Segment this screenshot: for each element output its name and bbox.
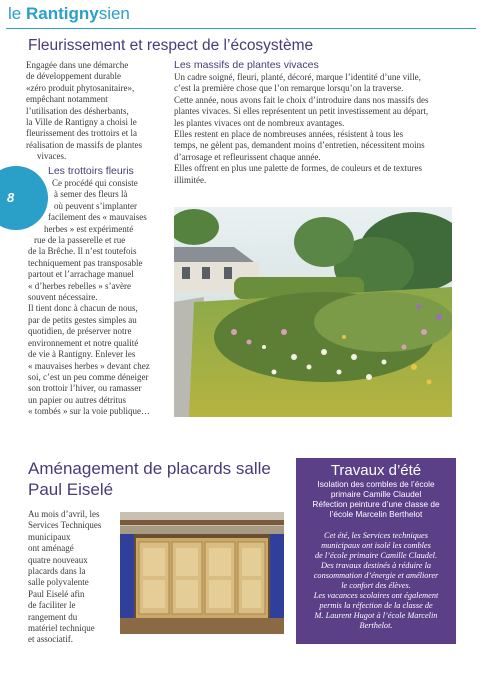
text-line: Cet été, les Services techniques [324, 531, 428, 540]
masthead-suffix: sien [98, 4, 130, 23]
box-subtitle [296, 479, 456, 519]
placards-text [28, 509, 120, 646]
text-line: un papier ou autres détritus [28, 394, 126, 405]
text-line: partout et l’arrachage manuel [28, 269, 134, 280]
text-line: et associatif. [28, 634, 73, 645]
masthead-prefix: le [8, 4, 26, 23]
text-line: Elles restent en place de nombreuses années, résistent à tous les [174, 129, 404, 140]
box-body [296, 531, 456, 631]
text-line: consommation d’énergie et améliorer [313, 571, 439, 580]
text-line: illimitée. [174, 174, 207, 185]
text-line: M. Laurent Hugot à l’école Marcelin [314, 611, 438, 620]
garden-photo [174, 207, 452, 417]
text-line: Il tient donc à chacun de nous, [28, 303, 138, 314]
text-line: vivaces. [37, 151, 67, 162]
text-line: de développement durable [26, 71, 121, 82]
text-line: matériel technique [28, 623, 95, 634]
section-title-fleurissement: Fleurissement et respect de l’écosystème [28, 37, 314, 54]
text-line: c’est la première chose que l’on remarque lorsqu’on la traverse. [174, 83, 404, 94]
text-line: Isolation des combles de l’école [317, 479, 435, 489]
text-line: souvent nécessaire. [28, 292, 98, 303]
text-line: Cette année, nous avons fait le choix d’introduire dans nos massifs des [174, 94, 429, 105]
text-line: Paul Eiselé afin [28, 588, 85, 599]
text-line: fleurissement des trottoirs et la [26, 128, 137, 139]
text-line: placards dans la [28, 566, 86, 577]
text-line: environnement et notre qualité [28, 337, 139, 348]
text-line: facilement des « mauvaises [48, 212, 147, 223]
text-line: municipaux [28, 531, 71, 542]
text-line: primaire Camille Claudel [330, 489, 422, 499]
page-number: 8 [7, 190, 15, 205]
text-line: la Ville de Rantigny a choisi le [26, 117, 137, 128]
text-line: « d’herbes rebelles » s’avère [28, 280, 131, 291]
text-line: l’école Marcelin Berthelot [329, 509, 423, 519]
text-line: les plantes vivaces ont de nombreux avantages. [174, 117, 345, 128]
text-line: permis la réfection de la classe de [319, 601, 433, 610]
title-line: Paul Eiselé [28, 480, 114, 499]
text-line: Les vacances scolaires ont également [313, 591, 439, 600]
title-line: Aménagement de placards salle [28, 459, 271, 478]
text-line: à semer des fleurs là [54, 189, 128, 200]
text-line: Elles offrent en plus une palette de formes, de couleurs et de textures [174, 163, 422, 174]
text-line: Engagée dans une démarche [26, 60, 129, 70]
subtitle-massifs: Les massifs de plantes vivaces [174, 59, 319, 71]
intro-text [26, 60, 172, 163]
text-line: d’arrosage et refleurissent chaque année. [174, 151, 321, 162]
cupboard-photo-drawing [120, 512, 284, 634]
text-line: empêchant notamment [26, 94, 108, 105]
cupboard-photo [120, 512, 284, 634]
text-line: de la Brêche. Il n’est toutefois [28, 246, 137, 257]
text-line: techniquement pas transposable [28, 257, 143, 268]
text-line: Au mois d’avril, les [28, 509, 100, 519]
text-line: son trottoir l’hiver, ou ramasser [28, 383, 142, 394]
text-line: temps, ne gèlent pas, demandent moins d’entretien, nécessitent moins [174, 140, 425, 151]
travaux-box [296, 458, 456, 644]
text-line: Berthelot. [359, 621, 393, 630]
text-line: réalisation de massifs de plantes [26, 139, 142, 150]
masthead [8, 4, 130, 24]
text-line: de vie à Rantigny. Enlever les [28, 349, 136, 360]
text-line: le confort des élèves. [341, 581, 411, 590]
text-line: « tombés » sur la voie publique… [28, 406, 150, 417]
garden-photo-drawing [174, 207, 452, 417]
text-line: quatre nouveaux [28, 554, 88, 565]
text-line: Ce procédé qui consiste [52, 178, 138, 188]
box-title: Travaux d’été [330, 462, 422, 479]
subtitle-trottoirs: Les trottoirs fleuris [48, 165, 134, 177]
text-line: Services Techniques [28, 520, 102, 531]
text-line: l’utilisation des désherbants, [26, 105, 129, 116]
text-line: par de petits gestes simples au [28, 314, 137, 325]
text-line: rue de la passerelle et rue [34, 235, 126, 246]
text-line: de faciliter le [28, 600, 76, 611]
text-line: herbes » est expérimenté [44, 223, 134, 234]
text-line: soi, c’est un peu comme déneiger [28, 371, 149, 382]
text-line: quotidien, de préserver notre [28, 326, 132, 337]
text-line: Des travaux destinés à réduire la [320, 561, 432, 570]
text-line: Réfection peinture d’une classe de [312, 499, 440, 509]
section-title-placards [28, 458, 271, 500]
text-line: «zéro produit phytosanitaire», [26, 82, 135, 93]
text-line: rangement du [28, 611, 78, 622]
text-line: « mauvaises herbes » devant chez [28, 360, 150, 371]
text-line: ont aménagé [28, 543, 74, 554]
trottoirs-text [28, 178, 178, 418]
masthead-rule [6, 28, 476, 29]
text-line: de l’école primaire Camille Claudel. [314, 551, 438, 560]
masthead-brand: Rantigny [25, 4, 99, 23]
text-line: Un cadre soigné, fleuri, planté, décoré, marque l’identité d’une ville, [174, 72, 421, 82]
massifs-text [174, 72, 464, 186]
text-line: salle polyvalente [28, 577, 89, 588]
text-line: municipaux ont isolé les combles [321, 541, 431, 550]
text-line: plantes vivaces. Si elles représentent un petit investissement au départ, [174, 106, 429, 117]
text-line: où peuvent s’implanter [54, 200, 137, 211]
